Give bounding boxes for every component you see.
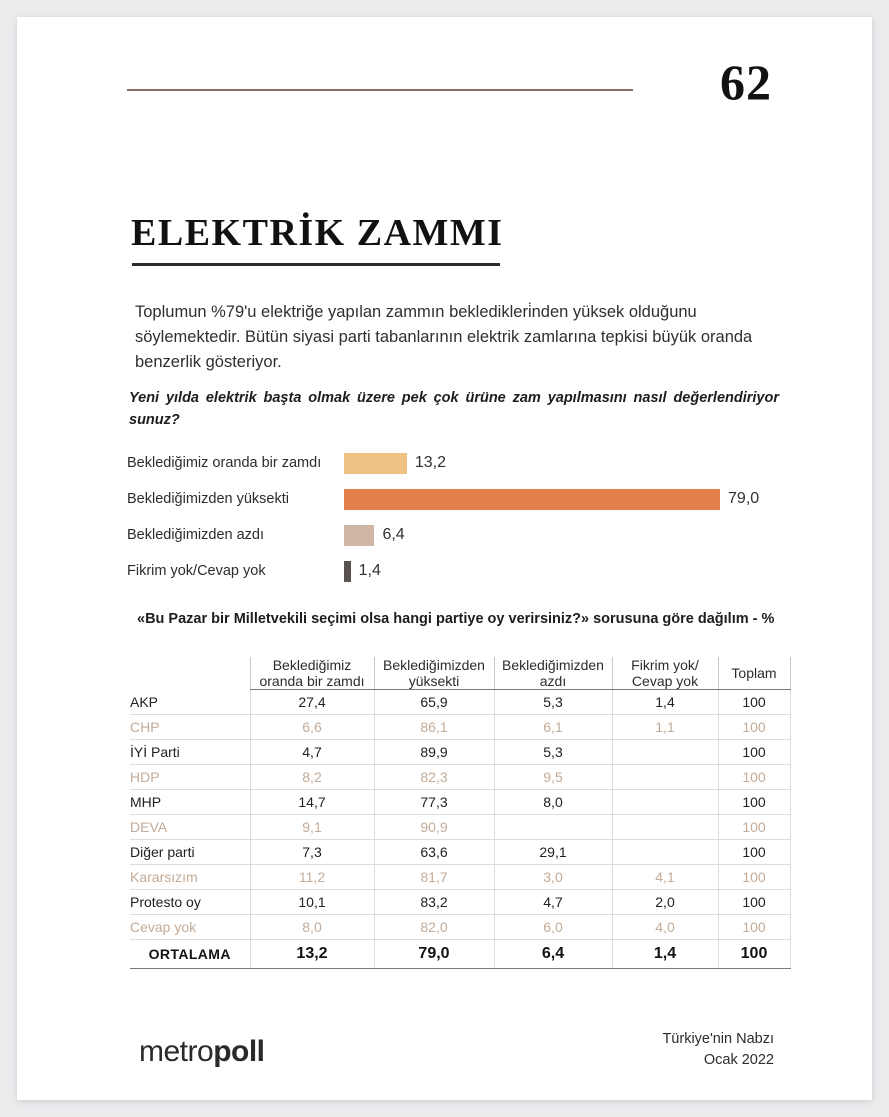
bar-label: Fikrim yok/Cevap yok	[127, 563, 266, 579]
table-cell-value: 10,1	[250, 890, 374, 915]
bar-value: 79,0	[728, 490, 760, 507]
bar-value: 1,4	[358, 562, 381, 579]
table-cell-value: 100	[718, 790, 790, 815]
table-cell-value: 89,9	[374, 740, 494, 765]
table-cell-party: Diğer parti	[130, 840, 250, 865]
table-cell-value: 29,1	[494, 840, 612, 865]
table-cell-value: 6,1	[494, 715, 612, 740]
table-cell-party: HDP	[130, 765, 250, 790]
bar-chart	[127, 445, 807, 589]
table-row	[130, 915, 790, 940]
bar-track	[344, 453, 807, 474]
column-header-1	[250, 657, 374, 690]
table-cell-value: 1,4	[612, 690, 718, 715]
poll-table	[130, 657, 791, 969]
table-cell-value	[612, 790, 718, 815]
table-cell-value: 5,3	[494, 740, 612, 765]
bar-value: 13,2	[414, 454, 446, 471]
table-row	[130, 840, 790, 865]
page-content	[17, 17, 872, 1100]
table-cell-value: 100	[718, 940, 790, 969]
table-caption: «Bu Pazar bir Milletvekili seçimi olsa hangi partiye oy verirsiniz?» sorusuna göre dağılım - %	[137, 611, 775, 627]
table-cell-value: 100	[718, 740, 790, 765]
table-row	[130, 890, 790, 915]
table-cell-value: 100	[718, 890, 790, 915]
header-rule	[127, 89, 633, 91]
table-cell-value: 9,5	[494, 765, 612, 790]
column-header-1-line2: oranda bir zamdı	[259, 673, 365, 690]
table-cell-party: DEVA	[130, 815, 250, 840]
table-cell-value: 100	[718, 915, 790, 940]
table-row	[130, 715, 790, 740]
table-cell-value: 100	[718, 815, 790, 840]
table-cell-value: 6,0	[494, 915, 612, 940]
table-cell-value: 14,7	[250, 790, 374, 815]
bar-fill-2	[344, 525, 374, 546]
metropoll-logo	[139, 1035, 265, 1069]
table-row	[130, 790, 790, 815]
bar-fill-3	[344, 561, 351, 582]
bar-row	[127, 517, 807, 553]
table-cell-value: 90,9	[374, 815, 494, 840]
table-cell-value: 82,3	[374, 765, 494, 790]
table-cell-value: 8,2	[250, 765, 374, 790]
bar-row	[127, 553, 807, 589]
table-cell-value: 77,3	[374, 790, 494, 815]
table-cell-party: Kararsızım	[130, 865, 250, 890]
table-row	[130, 690, 790, 715]
table-cell-value: 4,1	[612, 865, 718, 890]
table-cell-value: 100	[718, 765, 790, 790]
footer-series-name: Türkiye'nin Nabzı	[662, 1031, 774, 1047]
bar-label: Beklediğimizden yüksekti	[127, 491, 289, 507]
table-cell-value: 100	[718, 840, 790, 865]
footer-meta	[662, 1029, 774, 1070]
column-header-3-line2: azdı	[539, 673, 567, 690]
table-cell-value: 1,4	[612, 940, 718, 969]
column-header-5-line1: Toplam	[731, 665, 777, 682]
table-cell-value: 82,0	[374, 915, 494, 940]
table-cell-value: 9,1	[250, 815, 374, 840]
poll-table-wrap	[130, 657, 790, 969]
table-row	[130, 815, 790, 840]
footer-date: Ocak 2022	[703, 1051, 774, 1068]
table-cell-value	[494, 815, 612, 840]
table-header-row	[130, 657, 790, 690]
table-cell-value	[612, 765, 718, 790]
bar-track	[344, 489, 807, 510]
bar-label: Beklediğimizden azdı	[127, 527, 265, 543]
table-cell-value: 6,4	[494, 940, 612, 969]
column-header-4-line2: Cevap yok	[631, 673, 699, 690]
table-cell-party: İYİ Parti	[130, 740, 250, 765]
bar-value: 6,4	[382, 526, 405, 543]
table-cell-value	[612, 815, 718, 840]
table-cell-value: 100	[718, 715, 790, 740]
table-cell-value: 83,2	[374, 890, 494, 915]
table-cell-value: 7,3	[250, 840, 374, 865]
table-cell-value: 65,9	[374, 690, 494, 715]
table-cell-value: 27,4	[250, 690, 374, 715]
column-header-3-line1: Beklediğimizden	[502, 657, 604, 673]
table-cell-value: 2,0	[612, 890, 718, 915]
table-cell-party: AKP	[130, 690, 250, 715]
table-cell-party: CHP	[130, 715, 250, 740]
table-cell-value: 4,0	[612, 915, 718, 940]
page-sheet	[17, 17, 872, 1100]
intro-paragraph: Toplumun %79'u elektriğe yapılan zammın bekledikleri̇nden yüksek olduğunu söylemektedir. Bütün siyasi parti tabanlarının elektrik zamlarına tepkisi büyük oranda benzerlik gösteriyor.	[135, 303, 753, 372]
bar-label: Beklediğimiz oranda bir zamdı	[127, 455, 322, 471]
table-cell-value: 4,7	[250, 740, 374, 765]
table-cell-value: 100	[718, 690, 790, 715]
table-cell-value: 4,7	[494, 890, 612, 915]
table-cell-value: 100	[718, 865, 790, 890]
title-underline	[132, 263, 500, 266]
column-header-4	[612, 657, 718, 690]
table-cell-value: 5,3	[494, 690, 612, 715]
bar-fill-1	[344, 489, 720, 510]
logo-part-poll: poll	[213, 1035, 265, 1068]
table-header	[130, 657, 790, 690]
table-cell-party: Cevap yok	[130, 915, 250, 940]
table-row	[130, 865, 790, 890]
table-cell-value: 8,0	[250, 915, 374, 940]
table-cell-value: 79,0	[374, 940, 494, 969]
table-corner-cell	[130, 657, 250, 690]
table-cell-value: 6,6	[250, 715, 374, 740]
table-cell-value: 81,7	[374, 865, 494, 890]
table-cell-value: 3,0	[494, 865, 612, 890]
page-number: 62	[720, 54, 772, 110]
table-cell-value: 13,2	[250, 940, 374, 969]
logo-part-metro: metro	[139, 1035, 214, 1068]
table-cell-value: 86,1	[374, 715, 494, 740]
column-header-3	[494, 657, 612, 690]
bar-fill-0	[344, 453, 407, 474]
table-body	[130, 690, 790, 969]
table-row	[130, 740, 790, 765]
table-cell-value: 11,2	[250, 865, 374, 890]
table-row-average	[130, 940, 790, 969]
bar-track	[344, 525, 807, 546]
survey-question: Yeni yılda elektrik başta olmak üzere pek çok ürüne zam yapılmasını nasıl değerlendiriyor sunuz?	[129, 390, 779, 428]
table-cell-party: ORTALAMA	[130, 940, 250, 969]
table-cell-value: 63,6	[374, 840, 494, 865]
column-header-1-line1: Beklediğimiz	[272, 657, 352, 673]
bar-track	[344, 561, 807, 582]
bar-row	[127, 445, 807, 481]
table-cell-value: 8,0	[494, 790, 612, 815]
column-header-4-line1: Fikrim yok/	[631, 657, 699, 673]
bar-row	[127, 481, 807, 517]
column-header-2-line2: yüksekti	[408, 673, 460, 690]
table-cell-party: Protesto oy	[130, 890, 250, 915]
table-cell-value	[612, 840, 718, 865]
column-header-5	[718, 657, 790, 690]
table-row	[130, 765, 790, 790]
column-header-2	[374, 657, 494, 690]
table-cell-value: 1,1	[612, 715, 718, 740]
column-header-2-line1: Beklediğimizden	[383, 657, 485, 673]
table-cell-value	[612, 740, 718, 765]
table-cell-party: MHP	[130, 790, 250, 815]
page-title: ELEKTRİK ZAMMI	[131, 212, 504, 254]
